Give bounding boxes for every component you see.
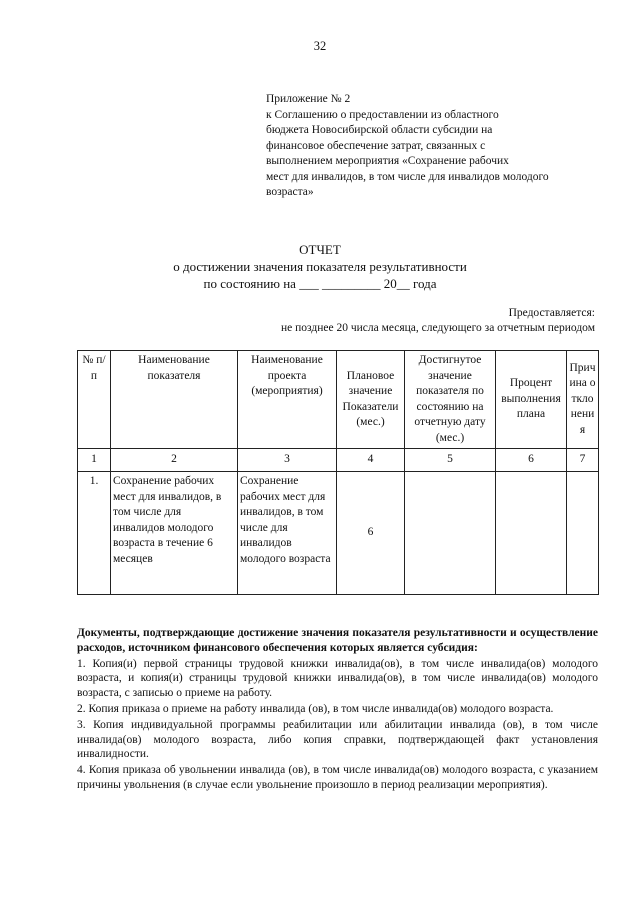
header-cell: Процент выполнения плана bbox=[496, 351, 567, 449]
report-title-block bbox=[0, 241, 640, 292]
column-number: 1 bbox=[78, 449, 111, 472]
header-cell: Плановое значение Показатели (мес.) bbox=[337, 351, 405, 449]
appendix-line: мест для инвалидов, в том числе для инвалидов молодого bbox=[266, 170, 549, 183]
header-cell: Наименование проекта (мероприятия) bbox=[238, 351, 337, 449]
column-number: 6 bbox=[496, 449, 567, 472]
header-cell: № п/п bbox=[78, 351, 111, 449]
submission-deadline: не позднее 20 числа месяца, следующего за отчетным периодом bbox=[280, 322, 595, 334]
project-name: Сохранение рабочих мест для инвалидов, в том числе для инвалидов молодого возраста bbox=[238, 472, 337, 595]
column-number: 2 bbox=[111, 449, 238, 472]
supporting-documents bbox=[77, 626, 598, 794]
report-title: ОТЧЕТ bbox=[299, 242, 341, 257]
header-cell: Причина отклонения bbox=[567, 351, 599, 449]
page-number: 32 bbox=[313, 39, 327, 53]
column-number: 4 bbox=[337, 449, 405, 472]
submission-note bbox=[281, 306, 595, 336]
row-number: 1. bbox=[78, 472, 111, 595]
appendix-line: Приложение № 2 bbox=[266, 93, 351, 105]
document-item: 2. Копия приказа о приеме на работу инвалида (ов), в том числе инвалида(ов) молодого возраста. bbox=[77, 702, 554, 715]
indicator-name: Сохранение рабочих мест для инвалидов, в том числе для инвалидов молодого возраста в течение 6 месяцев bbox=[111, 472, 238, 595]
documents-heading: Документы, подтверждающие достижение значения показателя результативности и осуществление расходов, источником финансового обеспечения которых является субсидия: bbox=[77, 627, 598, 654]
appendix-line: возраста» bbox=[266, 186, 314, 198]
submission-label: Предоставляется: bbox=[508, 307, 595, 319]
deviation-reason bbox=[567, 472, 599, 595]
column-number-row bbox=[78, 449, 599, 472]
table-row bbox=[78, 472, 599, 595]
appendix-line: выполнением мероприятия «Сохранение рабочих bbox=[266, 155, 509, 167]
planned-value: 6 bbox=[337, 472, 405, 595]
appendix-block bbox=[266, 92, 596, 201]
header-cell: Достигнутое значение показателя по состоянию на отчетную дату (мес.) bbox=[405, 351, 496, 449]
document-item: 3. Копия индивидуальной программы реабилитации или абилитации инвалида (ов), в том числе инвалида(ов) молодого возраста, либо копия справки, подтверждающей факт установления инвалидности. bbox=[77, 718, 598, 761]
column-number: 3 bbox=[238, 449, 337, 472]
appendix-line: к Соглашению о предоставлении из областного bbox=[266, 108, 499, 121]
table-header-row bbox=[78, 351, 599, 449]
column-number: 7 bbox=[567, 449, 599, 472]
appendix-line: финансовое обеспечение затрат, связанных с bbox=[266, 139, 486, 152]
achieved-value bbox=[405, 472, 496, 595]
appendix-line: бюджета Новосибирской области субсидии на bbox=[266, 124, 493, 136]
column-number: 5 bbox=[405, 449, 496, 472]
document-item: 1. Копия(и) первой страницы трудовой книжки инвалида(ов), в том числе инвалида(ов) молодого возраста, и копия(и) страницы трудовой книжки инвалида(ов), в том числе инвалида(ов) молодого возраста, с записью о приеме на работу. bbox=[77, 657, 598, 700]
document-item: 4. Копия приказа об увольнении инвалида (ов), в том числе инвалида(ов) молодого возраста, с указанием причины увольнения (в случае если увольнение произошло в период реализации мероприятия). bbox=[77, 764, 598, 791]
report-subtitle: о достижении значения показателя результативности bbox=[173, 259, 467, 274]
header-cell: Наименование показателя bbox=[111, 351, 238, 449]
report-date-line: по состоянию на ___ _________ 20__ года bbox=[203, 276, 437, 291]
percent-completion bbox=[496, 472, 567, 595]
report-table bbox=[77, 350, 599, 595]
